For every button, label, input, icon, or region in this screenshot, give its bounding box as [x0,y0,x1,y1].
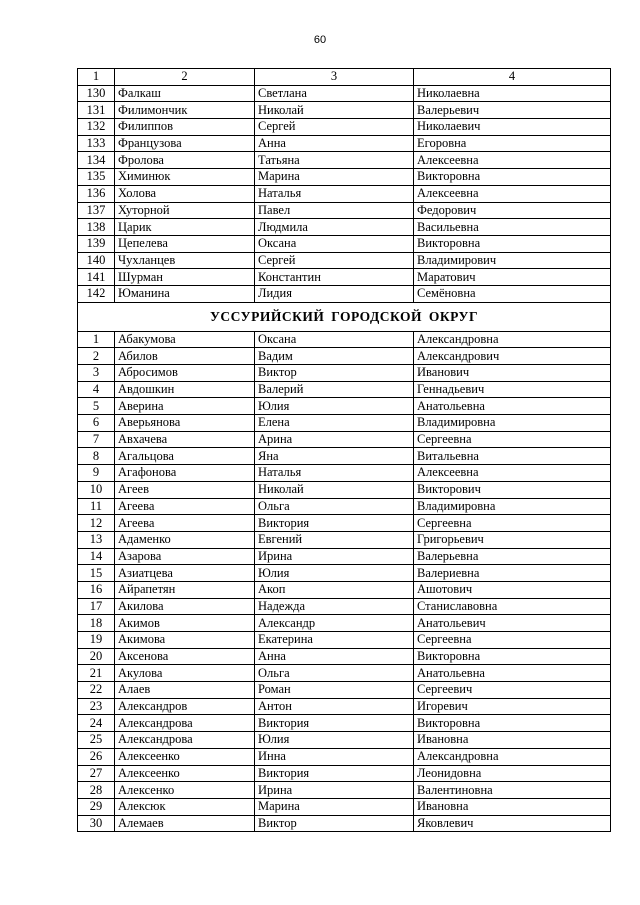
patronymic: Сергеевна [414,632,611,649]
last-name: Александрова [115,732,255,749]
patronymic: Яковлевич [414,815,611,832]
column-header: 3 [255,69,414,86]
patronymic: Ашотович [414,581,611,598]
patronymic: Александрович [414,348,611,365]
last-name: Юманина [115,285,255,302]
row-number: 4 [78,381,115,398]
patronymic: Владимировна [414,498,611,515]
row-number: 11 [78,498,115,515]
patronymic: Викторович [414,481,611,498]
first-name: Вадим [255,348,414,365]
patronymic: Алексеевна [414,152,611,169]
last-name: Акулова [115,665,255,682]
table-row [78,185,611,202]
patronymic: Леонидовна [414,765,611,782]
row-number: 13 [78,531,115,548]
table-row [78,398,611,415]
patronymic: Егоровна [414,135,611,152]
table-row [78,648,611,665]
row-number: 29 [78,798,115,815]
row-number: 135 [78,169,115,186]
patronymic: Сергеевна [414,431,611,448]
row-number: 20 [78,648,115,665]
table-row [78,348,611,365]
row-number: 24 [78,715,115,732]
first-name: Виктория [255,715,414,732]
patronymic: Викторовна [414,169,611,186]
patronymic: Александровна [414,331,611,348]
patronymic: Маратович [414,269,611,286]
table-row [78,732,611,749]
row-number: 139 [78,235,115,252]
first-name: Ирина [255,548,414,565]
last-name: Агальцова [115,448,255,465]
last-name: Филиппов [115,119,255,136]
last-name: Химинюк [115,169,255,186]
table-row [78,531,611,548]
row-number: 1 [78,331,115,348]
first-name: Виктор [255,365,414,382]
table-row [78,365,611,382]
table-row [78,285,611,302]
row-number: 28 [78,782,115,799]
last-name: Аверьянова [115,415,255,432]
row-number: 12 [78,515,115,532]
first-name: Юлия [255,565,414,582]
first-name: Оксана [255,235,414,252]
row-number: 7 [78,431,115,448]
table-row [78,598,611,615]
patronymic: Сергеевна [414,515,611,532]
row-number: 131 [78,102,115,119]
patronymic: Григорьевич [414,531,611,548]
first-name: Лидия [255,285,414,302]
first-name: Евгений [255,531,414,548]
last-name: Алексенко [115,782,255,799]
first-name: Анна [255,648,414,665]
last-name: Аксенова [115,648,255,665]
first-name: Константин [255,269,414,286]
table-row [78,85,611,102]
first-name: Инна [255,748,414,765]
first-name: Марина [255,169,414,186]
last-name: Азиатцева [115,565,255,582]
table-row [78,465,611,482]
first-name: Сергей [255,119,414,136]
first-name: Акоп [255,581,414,598]
patronymic: Александровна [414,748,611,765]
last-name: Агеев [115,481,255,498]
first-name: Валерий [255,381,414,398]
row-number: 23 [78,698,115,715]
last-name: Фролова [115,152,255,169]
first-name: Надежда [255,598,414,615]
first-name: Марина [255,798,414,815]
row-number: 136 [78,185,115,202]
patronymic: Ивановна [414,798,611,815]
last-name: Азарова [115,548,255,565]
row-number: 6 [78,415,115,432]
last-name: Агеева [115,515,255,532]
row-number: 3 [78,365,115,382]
table-row [78,682,611,699]
patronymic: Семёновна [414,285,611,302]
row-number: 5 [78,398,115,415]
table-row [78,632,611,649]
row-number: 137 [78,202,115,219]
row-number: 27 [78,765,115,782]
first-name: Юлия [255,732,414,749]
table-row [78,565,611,582]
table-row [78,381,611,398]
last-name: Александров [115,698,255,715]
first-name: Ольга [255,665,414,682]
table-row [78,431,611,448]
row-number: 30 [78,815,115,832]
row-number: 132 [78,119,115,136]
last-name: Французова [115,135,255,152]
row-number: 19 [78,632,115,649]
last-name: Айрапетян [115,581,255,598]
column-header-row [78,69,611,86]
table-row [78,581,611,598]
table-row [78,135,611,152]
patronymic: Васильевна [414,219,611,236]
patronymic: Федорович [414,202,611,219]
roster-body [78,69,611,832]
last-name: Авхачева [115,431,255,448]
last-name: Акилова [115,598,255,615]
row-number: 17 [78,598,115,615]
last-name: Александрова [115,715,255,732]
first-name: Ольга [255,498,414,515]
table-row [78,698,611,715]
last-name: Аверина [115,398,255,415]
patronymic: Валерьевна [414,548,611,565]
table-row [78,715,611,732]
first-name: Николай [255,102,414,119]
first-name: Екатерина [255,632,414,649]
table-row [78,448,611,465]
patronymic: Анатольевна [414,398,611,415]
row-number: 21 [78,665,115,682]
last-name: Адаменко [115,531,255,548]
table-row [78,815,611,832]
patronymic: Ивановна [414,732,611,749]
row-number: 130 [78,85,115,102]
row-number: 8 [78,448,115,465]
table-row [78,665,611,682]
first-name: Павел [255,202,414,219]
table-row [78,269,611,286]
row-number: 133 [78,135,115,152]
patronymic: Алексеевна [414,465,611,482]
table-row [78,219,611,236]
first-name: Виктория [255,515,414,532]
first-name: Татьяна [255,152,414,169]
table-row [78,748,611,765]
row-number: 25 [78,732,115,749]
first-name: Людмила [255,219,414,236]
last-name: Алаев [115,682,255,699]
row-number: 138 [78,219,115,236]
last-name: Шурман [115,269,255,286]
last-name: Абилов [115,348,255,365]
row-number: 2 [78,348,115,365]
row-number: 10 [78,481,115,498]
last-name: Алексеенко [115,765,255,782]
patronymic: Станиславовна [414,598,611,615]
patronymic: Николаевич [414,119,611,136]
row-number: 141 [78,269,115,286]
patronymic: Владимировна [414,415,611,432]
first-name: Яна [255,448,414,465]
patronymic: Иванович [414,365,611,382]
patronymic: Валентиновна [414,782,611,799]
row-number: 18 [78,615,115,632]
table-row [78,415,611,432]
roster-table [77,68,611,832]
first-name: Наталья [255,185,414,202]
patronymic: Валерьевич [414,102,611,119]
first-name: Николай [255,481,414,498]
table-row [78,548,611,565]
patronymic: Витальевна [414,448,611,465]
table-row [78,498,611,515]
last-name: Хуторной [115,202,255,219]
last-name: Акимов [115,615,255,632]
last-name: Агафонова [115,465,255,482]
first-name: Арина [255,431,414,448]
last-name: Чухланцев [115,252,255,269]
first-name: Антон [255,698,414,715]
last-name: Агеева [115,498,255,515]
last-name: Цепелева [115,235,255,252]
patronymic: Николаевна [414,85,611,102]
patronymic: Анатольевич [414,615,611,632]
row-number: 16 [78,581,115,598]
patronymic: Владимирович [414,252,611,269]
row-number: 9 [78,465,115,482]
last-name: Абросимов [115,365,255,382]
last-name: Акимова [115,632,255,649]
table-row [78,782,611,799]
patronymic: Алексеевна [414,185,611,202]
last-name: Алемаев [115,815,255,832]
row-number: 140 [78,252,115,269]
column-header: 4 [414,69,611,86]
first-name: Анна [255,135,414,152]
table-row [78,798,611,815]
first-name: Александр [255,615,414,632]
row-number: 26 [78,748,115,765]
patronymic: Сергеевич [414,682,611,699]
first-name: Ирина [255,782,414,799]
row-number: 134 [78,152,115,169]
last-name: Авдошкин [115,381,255,398]
section-row [78,302,611,331]
first-name: Оксана [255,331,414,348]
page-number: 60 [313,34,327,46]
table-row [78,202,611,219]
patronymic: Викторовна [414,235,611,252]
first-name: Роман [255,682,414,699]
first-name: Виктор [255,815,414,832]
table-row [78,102,611,119]
row-number: 14 [78,548,115,565]
row-number: 142 [78,285,115,302]
last-name: Алексюк [115,798,255,815]
table-row [78,515,611,532]
last-name: Царик [115,219,255,236]
table-row [78,331,611,348]
patronymic: Викторовна [414,715,611,732]
first-name: Виктория [255,765,414,782]
first-name: Сергей [255,252,414,269]
patronymic: Анатольевна [414,665,611,682]
table-row [78,615,611,632]
patronymic: Викторовна [414,648,611,665]
row-number: 15 [78,565,115,582]
patronymic: Геннадьевич [414,381,611,398]
column-header: 1 [78,69,115,86]
first-name: Светлана [255,85,414,102]
first-name: Юлия [255,398,414,415]
table-row [78,119,611,136]
first-name: Наталья [255,465,414,482]
patronymic: Игоревич [414,698,611,715]
table-row [78,765,611,782]
patronymic: Валериевна [414,565,611,582]
last-name: Алексеенко [115,748,255,765]
last-name: Холова [115,185,255,202]
table-row [78,169,611,186]
row-number: 22 [78,682,115,699]
table-row [78,152,611,169]
last-name: Абакумова [115,331,255,348]
first-name: Елена [255,415,414,432]
table-row [78,481,611,498]
table-row [78,235,611,252]
last-name: Филимончик [115,102,255,119]
table-row [78,252,611,269]
column-header: 2 [115,69,255,86]
last-name: Фалкаш [115,85,255,102]
section-title: УССУРИЙСКИЙ ГОРОДСКОЙ ОКРУГ [78,302,611,331]
